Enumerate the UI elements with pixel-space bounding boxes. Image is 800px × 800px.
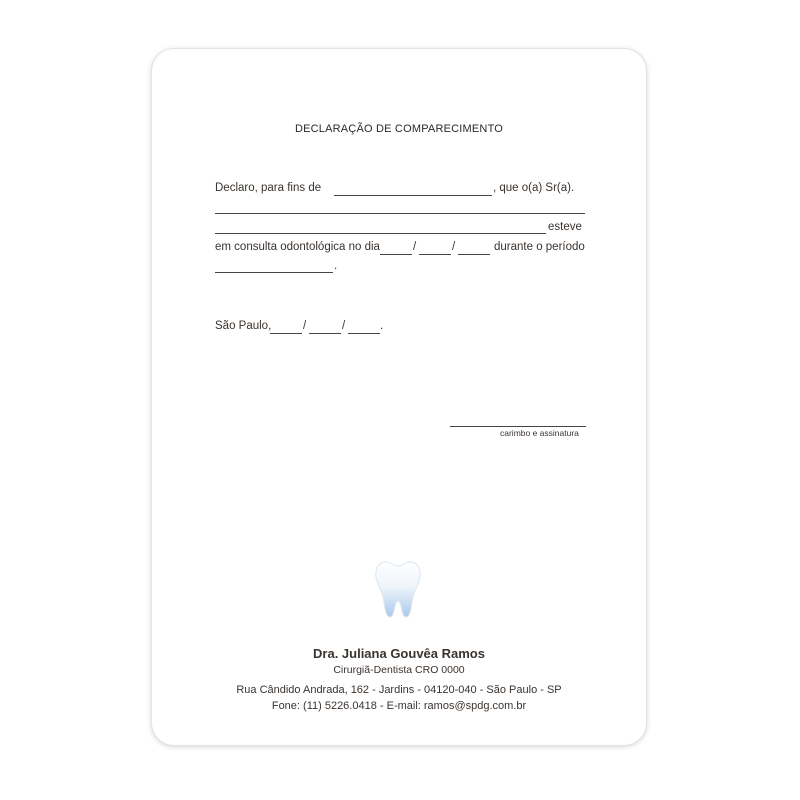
date-separator: / [452,241,456,253]
date-separator: / [342,320,346,332]
esteve-label: esteve [548,221,582,233]
tooth-icon [374,559,422,621]
declaration-card [152,49,646,745]
place-end-dot: . [380,320,384,332]
clinic-address: Rua Cândido Andrada, 162 - Jardins - 04120-040 - São Paulo - SP [236,684,562,696]
consult-year-blank[interactable] [458,254,490,255]
period-label: durante o período [494,241,585,253]
signature-line[interactable] [450,426,586,427]
clinic-contact: Fone: (11) 5226.0418 - E-mail: ramos@spdg.com.br [271,700,527,712]
patient-name-blank[interactable] [215,213,585,214]
date-separator: / [413,241,417,253]
declaro-label: Declaro, para fins de [215,182,322,194]
period-blank[interactable] [215,272,333,273]
sign-day-blank[interactable] [270,333,302,334]
period-end-dot: . [334,260,338,272]
patient-name-blank-2[interactable] [215,233,546,234]
consult-month-blank[interactable] [419,254,451,255]
sign-month-blank[interactable] [309,333,341,334]
doctor-role: Cirurgiã-Dentista CRO 0000 [333,664,465,676]
place-label: São Paulo, [215,320,272,332]
sign-year-blank[interactable] [348,333,380,334]
consult-day-blank[interactable] [380,254,412,255]
patient-intro-label: , que o(a) Sr(a). [493,182,575,194]
signature-caption: carimbo e assinatura [500,428,579,438]
document-title: DECLARAÇÃO DE COMPARECIMENTO [294,123,504,135]
purpose-blank[interactable] [334,195,492,196]
consult-label: em consulta odontológica no dia [215,241,380,253]
doctor-name: Dra. Juliana Gouvêa Ramos [313,646,485,661]
date-separator: / [303,320,307,332]
